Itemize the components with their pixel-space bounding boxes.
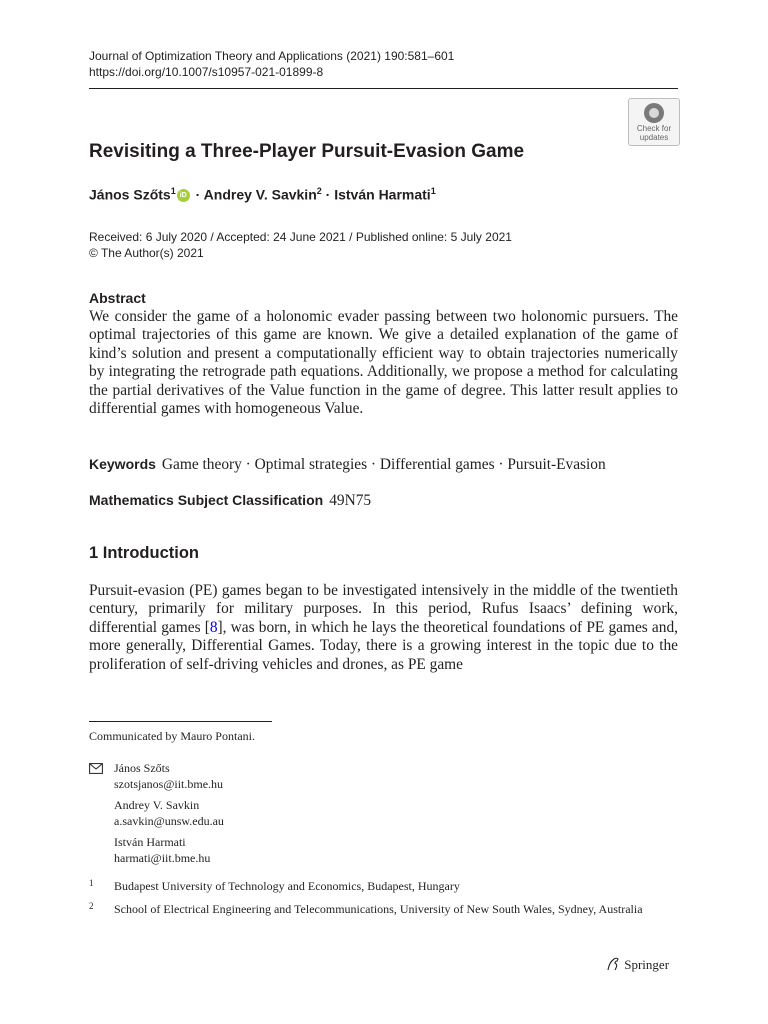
- contact-name: Andrey V. Savkin: [114, 798, 200, 812]
- publication-dates: [89, 229, 512, 261]
- contact-email[interactable]: harmati@iit.bme.hu: [114, 850, 211, 865]
- publisher-name: Springer: [624, 957, 670, 972]
- author-name[interactable]: István Harmati: [334, 186, 431, 203]
- affiliation-marker: 1: [430, 186, 436, 196]
- author-name[interactable]: Andrey V. Savkin: [203, 186, 317, 203]
- corresponding-authors: [114, 761, 224, 872]
- affiliation-number: 2: [89, 901, 94, 911]
- header-rule: [89, 88, 678, 89]
- intro-text-part: ], was born, in which he lays the theoretical foundations of PE games and, more generally, Differential Games. Today, there is a growing interest in the topic due to the proliferation of self-driving vehicles and drones, as PE game: [89, 618, 678, 673]
- journal-citation: [89, 48, 454, 80]
- check-updates-icon: [644, 103, 664, 123]
- copyright-line: © The Author(s) 2021: [89, 246, 204, 260]
- affiliation-marker: 2: [316, 186, 322, 196]
- msc-code: 49N75: [329, 492, 372, 509]
- journal-line: Journal of Optimization Theory and Applications (2021) 190:581–601: [89, 49, 455, 63]
- orcid-icon[interactable]: iD: [177, 189, 190, 202]
- springer-horse-icon: [605, 956, 621, 972]
- communicated-by: Communicated by Mauro Pontani.: [89, 729, 255, 743]
- check-updates-label: Check for updates: [636, 124, 672, 142]
- author-name[interactable]: János Szőts: [89, 186, 171, 203]
- affiliation-text: Budapest University of Technology and Economics, Budapest, Hungary: [114, 879, 460, 893]
- msc-label: Mathematics Subject Classification: [89, 492, 324, 508]
- contact-name: János Szőts: [114, 761, 170, 775]
- section-heading: 1 Introduction: [89, 544, 199, 562]
- paper-title: Revisiting a Three-Player Pursuit-Evasion Game: [89, 141, 525, 162]
- doi-link[interactable]: https://doi.org/10.1007/s10957-021-01899-8: [89, 65, 324, 79]
- contact-block: [114, 835, 224, 866]
- contact-name: István Harmati: [114, 835, 186, 849]
- affiliation-number: 1: [89, 878, 94, 888]
- citation-link[interactable]: 8: [209, 618, 218, 636]
- intro-text-part: Pursuit-evasion (PE) games began to be investigated intensively in the middle of the twentieth century, primarily for military purposes. In this period, Rufus Isaacs’ defining work, differential games [: [89, 582, 678, 636]
- contact-block: [114, 798, 224, 829]
- keywords-label: Keywords: [89, 456, 156, 472]
- footnote-rule: [89, 721, 272, 722]
- author-separator: ·: [325, 186, 331, 203]
- contact-email[interactable]: szotsjanos@iit.bme.hu: [114, 776, 224, 791]
- contact-block: [114, 761, 224, 792]
- author-separator: ·: [195, 186, 201, 203]
- contact-email[interactable]: a.savkin@unsw.edu.au: [114, 813, 224, 828]
- keywords-text: Game theory · Optimal strategies · Differential games · Pursuit-Evasion: [161, 456, 606, 473]
- affiliation-text: School of Electrical Engineering and Telecommunications, University of New South Wales, Sydney, Australia: [114, 902, 643, 916]
- author-list: [89, 186, 436, 203]
- intro-paragraph: [89, 582, 678, 674]
- envelope-icon: [89, 762, 103, 777]
- check-for-updates-badge[interactable]: [628, 98, 680, 146]
- msc-classification: [89, 492, 371, 510]
- abstract-text: We consider the game of a holonomic evader passing between two holonomic pursuers. The optimal trajectories of this game are known. We give a detailed explanation of the game of kind’s solution and present a computationally efficient way to obtain trajectories numerically by integrating the retrograde path equations. Additionally, we propose a method for calculating the partial derivatives of the Value function in the game of degree. This latter result applies to differential games with homogeneous Value.: [89, 308, 678, 418]
- publisher-logo: [605, 956, 669, 973]
- affiliation-marker: 1: [170, 186, 176, 196]
- dates-line: Received: 6 July 2020 / Accepted: 24 June 2021 / Published online: 5 July 2021: [89, 230, 512, 244]
- abstract-heading: Abstract: [89, 290, 146, 306]
- keywords: [89, 456, 606, 474]
